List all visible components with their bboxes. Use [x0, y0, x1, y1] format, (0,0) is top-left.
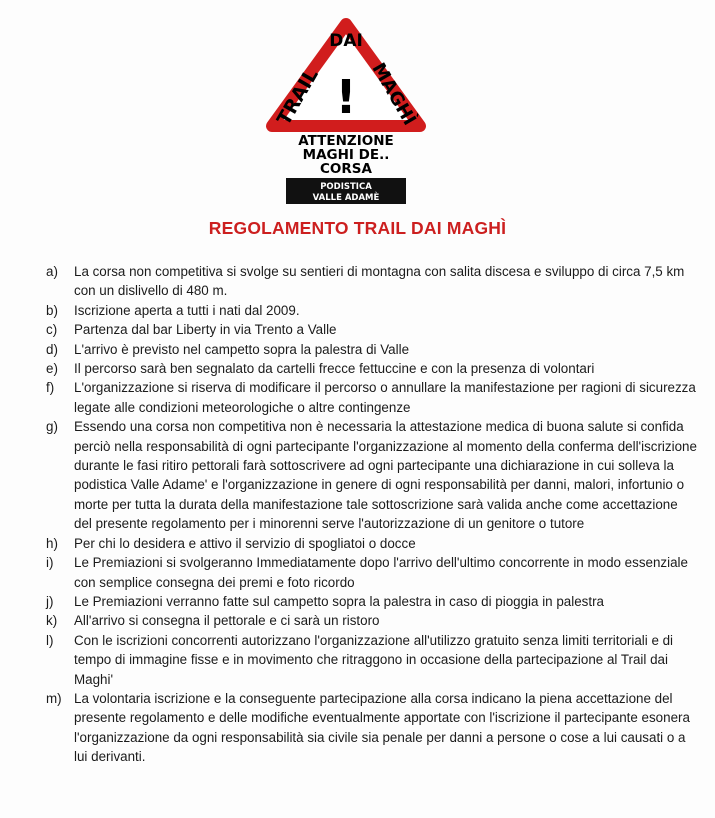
logo-line-corsa: CORSA	[320, 161, 372, 177]
rule-item	[46, 689, 698, 767]
rule-item	[46, 340, 698, 359]
rule-item	[46, 359, 698, 378]
rule-text: L'arrivo è previsto nel campetto sopra la palestra di Valle	[74, 341, 410, 357]
rule-text: Iscrizione aperta a tutti i nati dal 2009.	[74, 302, 300, 318]
rule-item	[46, 611, 698, 630]
rule-letter: i)	[46, 555, 54, 571]
rule-item	[46, 592, 698, 611]
exclamation-icon: !	[335, 70, 357, 124]
rule-letter: b)	[46, 302, 58, 318]
rule-letter: a)	[46, 264, 58, 279]
rule-item	[46, 417, 698, 533]
logo-arc-top: DAI	[329, 31, 363, 51]
logo-arc-right: MAGHÌ	[367, 59, 420, 130]
rule-item	[46, 534, 698, 553]
rule-item	[46, 320, 698, 339]
rule-letter: l)	[46, 632, 54, 648]
rule-text: Per chi lo desidera e attivo il servizio di spogliatoi o docce	[74, 535, 416, 551]
rule-text: Le Premiazioni verranno fatte sul campetto sopra la palestra in caso di pioggia in palestra	[74, 593, 604, 609]
rule-text: Partenza dal bar Liberty in via Trento a Valle	[74, 322, 337, 338]
logo-line-maghi: MAGHI DE..	[302, 147, 390, 163]
rule-letter: k)	[46, 613, 58, 629]
logo-line-attenzione: ATTENZIONE	[298, 133, 394, 149]
rule-letter: f)	[46, 380, 55, 396]
rule-text: La corsa non competitiva si svolge su sentieri di montagna con salita discesa e sviluppo di circa 7,5 km con un dislivello di 480 m.	[74, 264, 685, 299]
rule-item	[46, 631, 698, 689]
event-logo	[0, 0, 715, 215]
rule-text: La volontaria iscrizione e la conseguente partecipazione alla corsa indicano la piena accettazione del presente regolamento e delle modifiche eventualmente apportate con l'iscrizione il partecipante esonera l'organizzazione da ogni responsabilità sia civile sia penale per danni a persone o cose a lui causati o a lui derivanti.	[74, 690, 690, 765]
rule-item	[46, 262, 698, 301]
logo-arc-left: TRAIL	[272, 64, 323, 130]
rule-letter: j)	[46, 593, 54, 609]
logo-band-line1: PODISTICA	[320, 182, 372, 192]
rule-letter: e)	[46, 361, 58, 377]
rules-list	[46, 262, 698, 767]
rule-letter: m)	[46, 690, 62, 706]
rule-text: L'organizzazione si riserva di modificare il percorso o annullare la manifestazione per ragioni di sicurezza legate alle condizioni meteorologiche o altre contingenze	[74, 380, 696, 415]
rule-letter: d)	[46, 341, 58, 357]
rule-text: Il percorso sarà ben segnalato da cartelli frecce fettuccine e con la presenza di volontari	[74, 361, 595, 377]
logo-band-line2: VALLE ADAMÈ	[312, 193, 380, 203]
rule-item	[46, 378, 698, 417]
rule-item	[46, 301, 698, 320]
rule-letter: c)	[46, 322, 58, 338]
rule-letter: h)	[46, 535, 58, 551]
rule-letter: g)	[46, 419, 58, 435]
rule-text: Le Premiazioni si svolgeranno Immediatamente dopo l'arrivo dell'ultimo concorrente in modo essenziale con semplice consegna dei premi e foto ricordo	[74, 555, 688, 590]
rule-text: All'arrivo si consegna il pettorale e ci sarà un ristoro	[74, 613, 380, 629]
rule-item	[46, 553, 698, 592]
document-title: REGOLAMENTO TRAIL DAI MAGHÌ	[208, 218, 507, 238]
rule-text: Con le iscrizioni concorrenti autorizzano l'organizzazione all'utilizzo gratuito senza limiti territoriali e di tempo di immagine fisse e in movimento che ritraggono in occasione della partecipazione al Trail dai Maghi'	[74, 632, 674, 687]
rule-text: Essendo una corsa non competitiva non è necessaria la attestazione medica di buona salute si confida perciò nella responsabilità di ogni partecipante l'organizzazione al momento della conferma dell'iscrizione durante le fasi ritiro pettorali farà sottoscrivere ad ogni partecipante una dichiarazione in cui solleva la podistica Valle Adame' e l'organizzazione in genere di ogni responsabilità per danni, malori, infortunio o morte per tutta la durata della manifestazione tale sottoscrizione sarà valida anche come accettazione del presente regolamento per i minorenni serve l'autorizzazione di un genitore o tutore	[74, 419, 697, 532]
